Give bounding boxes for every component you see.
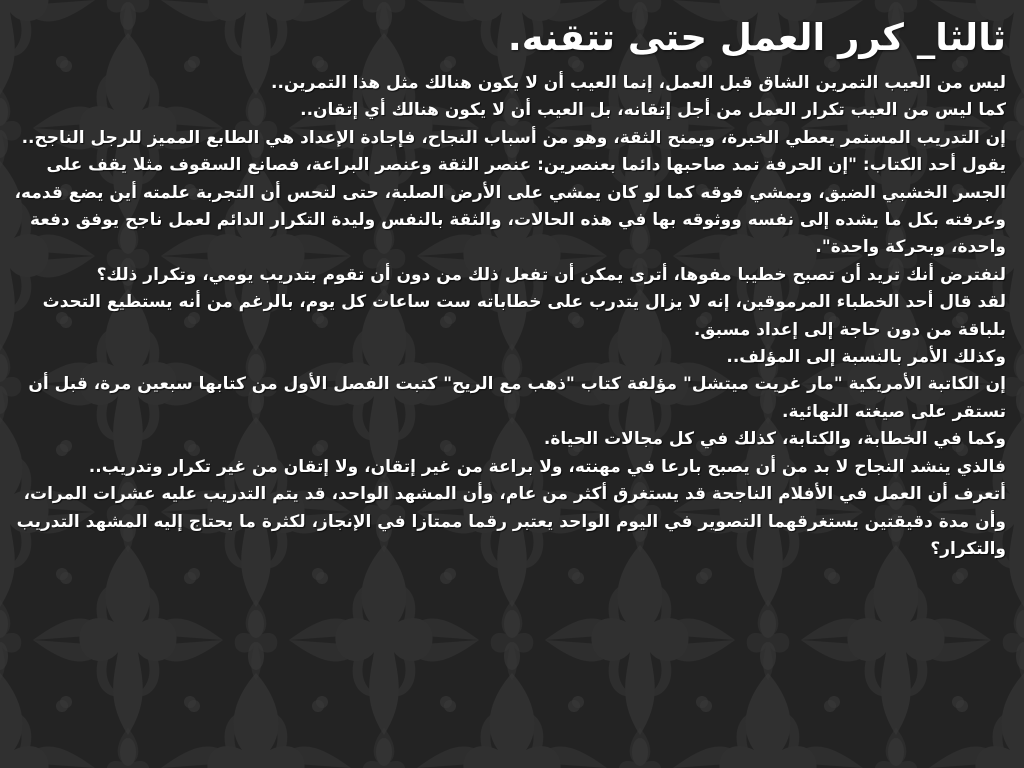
paragraph: وكذلك الأمر بالنسبة إلى المؤلف.. [726,347,1006,368]
paragraph: كما ليس من العيب تكرار العمل من أجل إتقانه، بل العيب أن لا يكون هنالك أي إتقان.. [300,100,1006,121]
paragraph: وكما في الخطابة، والكتابة، كذلك في كل مجالات الحياة. [543,429,1006,450]
slide-body [14,70,1006,563]
slide-title: ثالثا_ كرر العمل حتى تتقنه. [507,16,1006,59]
paragraph: إن الكاتبة الأمريكية "مار غريت ميتشل" مؤلفة كتاب "ذهب مع الريح" كتبت الفصل الأول من كتابها سبعين مرة، قبل أن تستقر على صيغته النهائية. [28,374,1006,422]
paragraph: أتعرف أن العمل في الأفلام الناجحة قد يستغرق أكثر من عام، وأن المشهد الواحد، قد يتم التدريب عليه عشرات المرات، وأن مدة دقيقتين يستغرقهما التصوير في اليوم الواحد يعتبر رقما ممتازا في الإنجاز، لكثرة ما يحتاج إليه المشهد التدريب والتكرار؟ [16,484,1006,559]
paragraph: لنفترض أنك تريد أن تصبح خطيبا مفوها، أترى يمكن أن تفعل ذلك من دون أن تقوم بتدريب يومي، وتكرار ذلك؟ [96,264,1006,285]
paragraph: يقول أحد الكتاب: "إن الحرفة تمد صاحبها دائما بعنصرين: عنصر الثقة وعنصر البراعة، فصانع السقوف مثلا يقف على الجسر الخشبي الضيق، ويمشي فوقه كما لو كان يمشي على الأرض الصلبة، حتى لتحس أن التجربة علمته أين يضع قدمه، وعرفته بكل ما يشده إلى نفسه ووثوقه بها في هذه الحالات، والثقة بالنفس وليدة التكرار الدائم لعمل ناجح يوفق دفعة واحدة، وبحركة واحدة". [14,155,1006,258]
paragraph: فالذي ينشد النجاح لا بد من أن يصبح بارعا في مهنته، ولا براعة من غير إتقان، ولا إتقان من غير تكرار وتدريب.. [88,456,1006,477]
paragraph: ليس من العيب التمرين الشاق قبل العمل، إنما العيب أن لا يكون هنالك مثل هذا التمرين.. [271,73,1006,93]
paragraph: إن التدريب المستمر يعطي الخبرة، ويمنح الثقة، وهو من أسباب النجاح، فإجادة الإعداد هي الطابع المميز للرجل الناجح.. [21,127,1006,148]
paragraph: لقد قال أحد الخطباء المرموقين، إنه لا يزال يتدرب على خطاباته ست ساعات كل يوم، بالرغم من أنه يستطيع التحدث بلباقة من دون حاجة إلى إعداد مسبق. [42,292,1006,340]
